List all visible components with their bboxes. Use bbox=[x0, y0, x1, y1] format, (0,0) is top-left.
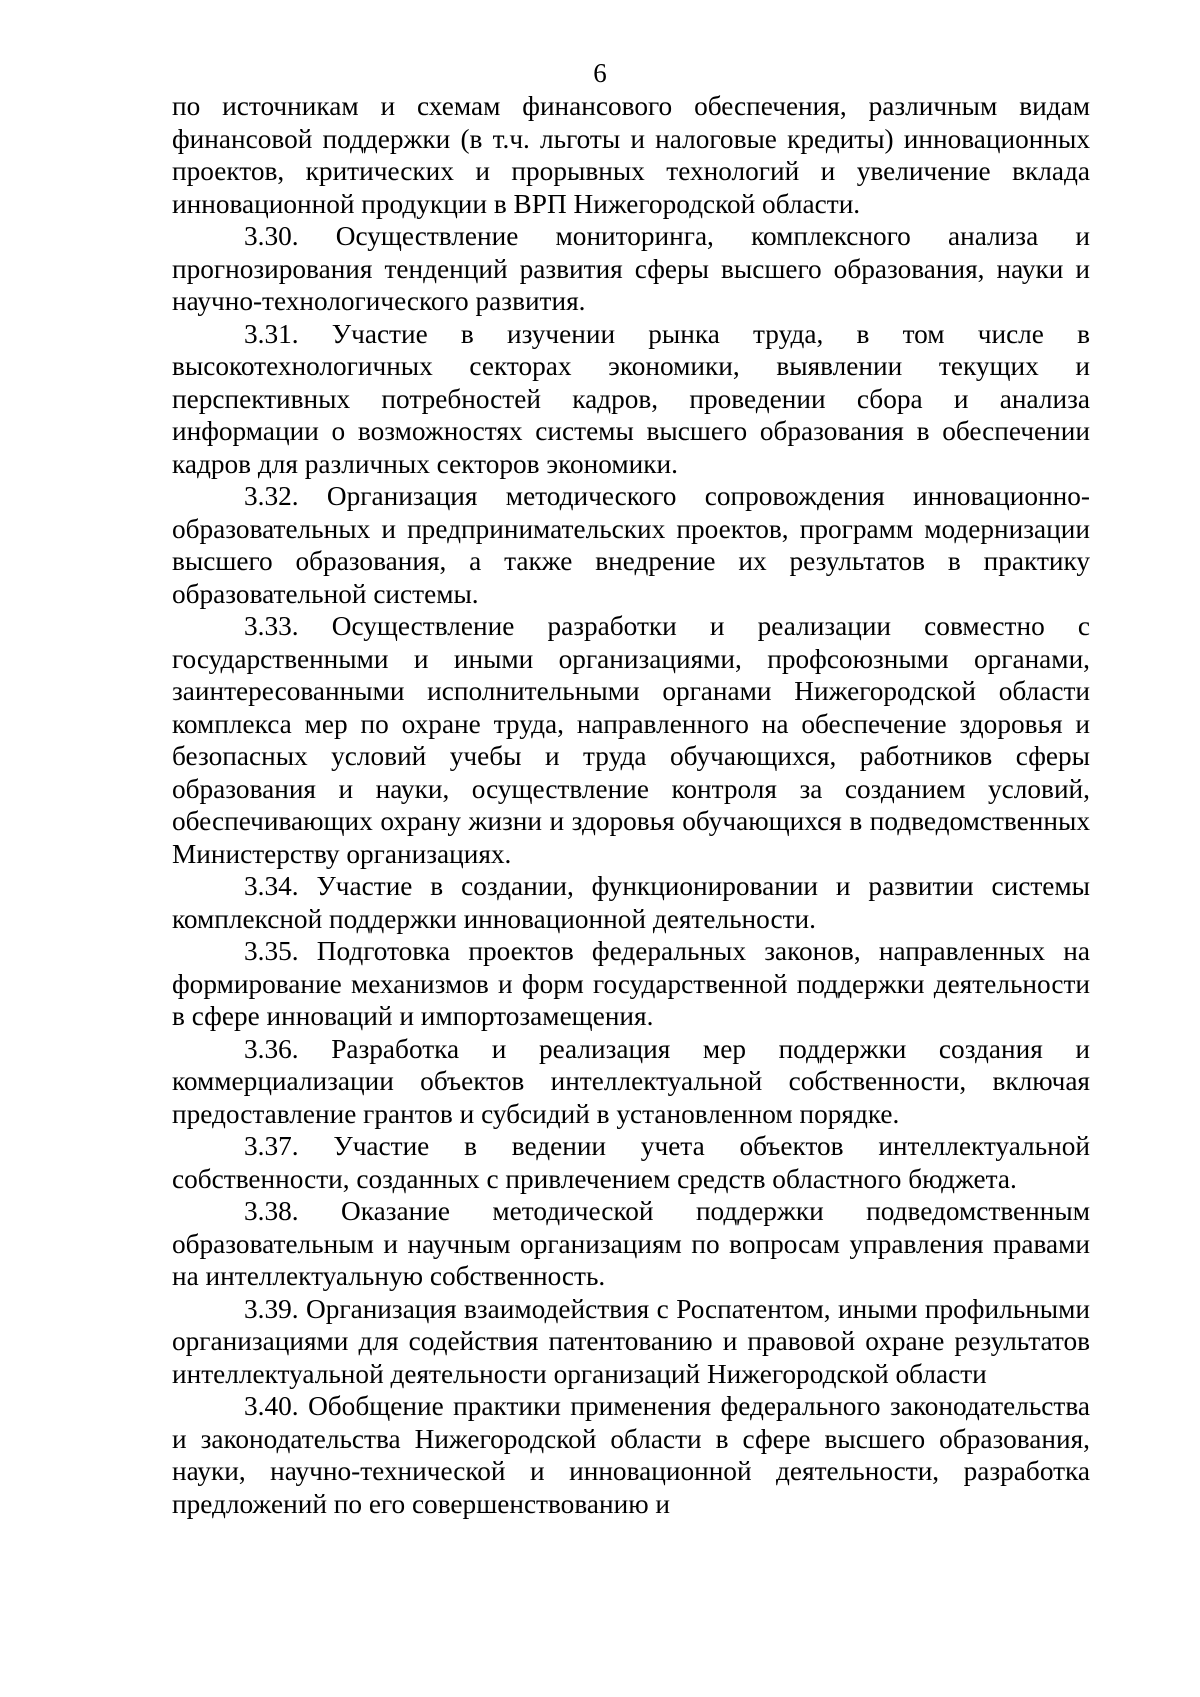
paragraph-continuation: по источникам и схемам финансового обеспечения, различным видам финансовой поддержки (в т.ч. льготы и налоговые кредиты) инновационных проектов, критических и прорывных технологий и увеличение вклада инновационной продукции в ВРП Нижегородской области. bbox=[172, 91, 1090, 219]
document-body bbox=[172, 90, 1090, 1520]
page-number: 6 bbox=[593, 58, 607, 88]
paragraph-3-36: 3.36. Разработка и реализация мер поддержки создания и коммерциализации объектов интеллектуальной собственности, включая предоставление грантов и субсидий в установленном порядке. bbox=[172, 1033, 1090, 1129]
paragraph-3-34: 3.34. Участие в создании, функционировании и развитии системы комплексной поддержки инновационной деятельности. bbox=[172, 871, 1090, 934]
paragraph-3-38: 3.38. Оказание методической поддержки подведомственным образовательным и научным организациям по вопросам управления правами на интеллектуальную собственность. bbox=[172, 1196, 1090, 1291]
paragraph-3-31: 3.31. Участие в изучении рынка труда, в том числе в высокотехнологичных секторах экономики, выявлении текущих и перспективных потребностей кадров, проведении сбора и анализа информации о возможностях системы высшего образования в обеспечении кадров для различных секторов экономики. bbox=[172, 318, 1090, 479]
paragraph-3-35: 3.35. Подготовка проектов федеральных законов, направленных на формирование механизмов и форм государственной поддержки деятельности в сфере инноваций и импортозамещения. bbox=[172, 936, 1090, 1031]
paragraph-3-33: 3.33. Осуществление разработки и реализации совместно с государственными и иными организациями, профсоюзными органами, заинтересованными исполнительными органами Нижегородской области комплекса мер по охране труда, направленного на обеспечение здоровья и безопасных условий учебы и труда обучающихся, работников сферы образования и науки, осуществление контроля за созданием условий, обеспечивающих охрану жизни и здоровья обучающихся в подведомственных Министерству организациях. bbox=[172, 611, 1090, 869]
paragraph-3-39: 3.39. Организация взаимодействия с Роспатентом, иными профильными организациями для содействия патентованию и правовой охране результатов интеллектуальной деятельности организаций Нижегородской области bbox=[172, 1293, 1090, 1389]
paragraph-3-37: 3.37. Участие в ведении учета объектов интеллектуальной собственности, созданных с привлечением средств областного бюджета. bbox=[172, 1131, 1090, 1194]
paragraph-3-30: 3.30. Осуществление мониторинга, комплексного анализа и прогнозирования тенденций развития сферы высшего образования, науки и научно-технологического развития. bbox=[172, 221, 1090, 316]
paragraph-3-40: 3.40. Обобщение практики применения федерального законодательства и законодательства Нижегородской области в сфере высшего образования, науки, научно-технической и инновационной деятельности, разработка предложений по его совершенствованию и bbox=[172, 1391, 1090, 1519]
paragraph-3-32: 3.32. Организация методического сопровождения инновационно-образовательных и предпринимательских проектов, программ модернизации высшего образования, а также внедрение их результатов в практику образовательной системы. bbox=[172, 481, 1090, 609]
